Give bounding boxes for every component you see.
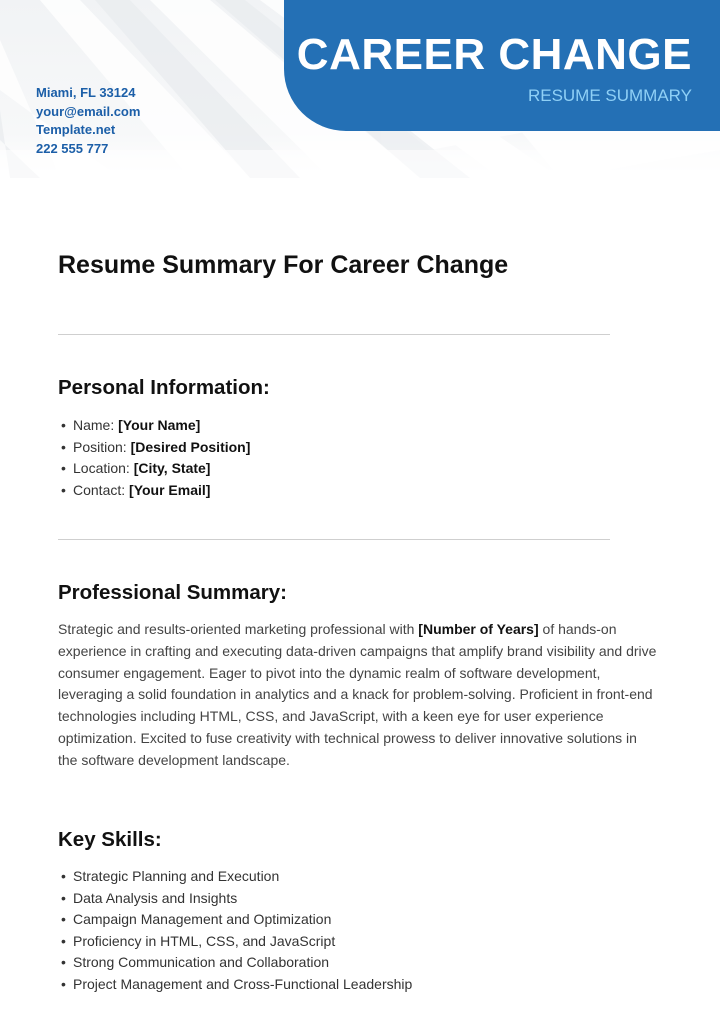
divider-2 xyxy=(58,539,610,540)
professional-summary-heading: Professional Summary: xyxy=(58,581,287,604)
personal-info-list xyxy=(58,415,250,501)
divider-1 xyxy=(58,334,610,335)
placeholder-value: [Your Email] xyxy=(129,481,211,498)
title-banner xyxy=(284,0,720,131)
contact-address: Miami, FL 33124 xyxy=(36,85,136,100)
document-title: Resume Summary For Career Change xyxy=(58,251,509,279)
list-item: • Contact: [Your Email] xyxy=(61,481,211,498)
list-item: • Position: [Desired Position] xyxy=(61,438,251,455)
placeholder-value: [City, State] xyxy=(133,460,211,477)
list-item: • Data Analysis and Insights xyxy=(61,889,238,906)
list-item: • Campaign Management and Optimization xyxy=(61,911,332,928)
banner-subtitle: RESUME SUMMARY xyxy=(527,86,692,105)
key-skills-list xyxy=(58,866,412,996)
key-skills-heading: Key Skills: xyxy=(58,828,162,851)
banner-title: CAREER CHANGE xyxy=(296,30,692,79)
contact-phone: 222 555 777 xyxy=(36,140,109,156)
contact-website: Template.net xyxy=(36,122,116,137)
professional-summary-text: Strategic and results-oriented marketing professional with [Number of Years] of hands-on experience in crafting and executing data-driven campaigns that amplify brand visibility and drive consumer engagement. Eager to pivot into the dynamic realm of software development, leveraging a solid foundation in analytics and a knack for problem-solving. Proficient in front-end technologies including HTML, CSS, and JavaScript, with a keen eye for user experience optimization. Excited to fuse creativity with technical prowess to deliver innovative solutions in the software development landscape. xyxy=(58,621,657,768)
personal-info-heading: Personal Information: xyxy=(58,376,270,399)
placeholder-value: [Number of Years] xyxy=(418,621,539,637)
list-item: • Project Management and Cross-Functional Leadership xyxy=(61,975,413,992)
placeholder-value: [Desired Position] xyxy=(130,438,251,455)
list-item: • Proficiency in HTML, CSS, and JavaScript xyxy=(61,932,336,949)
list-item: • Strategic Planning and Execution xyxy=(61,868,280,884)
contact-info xyxy=(36,84,140,158)
list-item: • Name: [Your Name] xyxy=(61,417,201,433)
placeholder-value: [Your Name] xyxy=(118,417,201,433)
contact-email: your@email.com xyxy=(36,103,141,119)
list-item: • Strong Communication and Collaboration xyxy=(61,954,330,971)
list-item: • Location: [City, State] xyxy=(61,460,211,477)
